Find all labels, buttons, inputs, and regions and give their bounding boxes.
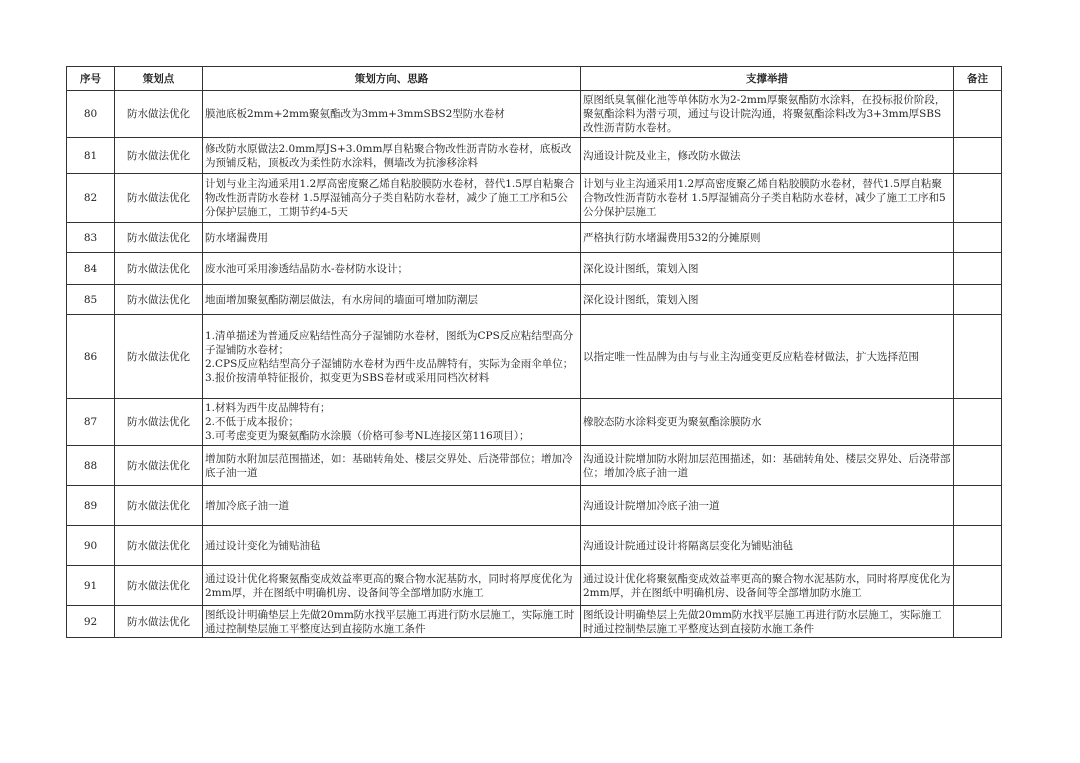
row-planning-point: 防水做法优化 xyxy=(115,315,203,399)
row-number: 80 xyxy=(67,91,115,138)
row-number: 86 xyxy=(67,315,115,399)
table-row xyxy=(67,223,1002,253)
row-remark xyxy=(954,399,1002,446)
row-number: 89 xyxy=(67,486,115,526)
row-planning-point: 防水做法优化 xyxy=(115,285,203,315)
row-measures: 橡胶态防水涂料变更为聚氨酯涂膜防水 xyxy=(581,399,954,446)
table-row xyxy=(67,174,1002,223)
row-number: 83 xyxy=(67,223,115,253)
row-direction: 图纸设计明确垫层上先做20mm防水找平层施工再进行防水层施工，实际施工时通过控制垫层施工平整度达到直接防水施工条件 xyxy=(203,606,581,638)
row-measures: 严格执行防水堵漏费用532的分摊原则 xyxy=(581,223,954,253)
row-planning-point: 防水做法优化 xyxy=(115,486,203,526)
row-planning-point: 防水做法优化 xyxy=(115,91,203,138)
row-number: 88 xyxy=(67,446,115,486)
row-number: 91 xyxy=(67,566,115,606)
row-number: 87 xyxy=(67,399,115,446)
row-direction: 地面增加聚氨酯防潮层做法，有水房间的墙面可增加防潮层 xyxy=(203,285,581,315)
row-direction: 膜池底板2mm+2mm聚氨酯改为3mm+3mmSBS2型防水卷材 xyxy=(203,91,581,138)
row-direction: 增加防水附加层范围描述，如：基础转角处、楼层交界处、后浇带部位；增加冷底子油一道 xyxy=(203,446,581,486)
table-row xyxy=(67,253,1002,285)
row-remark xyxy=(954,138,1002,174)
row-number: 92 xyxy=(67,606,115,638)
row-planning-point: 防水做法优化 xyxy=(115,253,203,285)
header-remark: 备注 xyxy=(954,67,1002,91)
row-measures: 通过设计优化将聚氨酯变成效益率更高的聚合物水泥基防水，同时将厚度优化为2mm厚，并在图纸中明确机房、设备间等全部增加防水施工 xyxy=(581,566,954,606)
row-direction: 防水堵漏费用 xyxy=(203,223,581,253)
table-row xyxy=(67,91,1002,138)
row-measures: 以指定唯一性品牌为由与与业主沟通变更反应粘卷材做法，扩大选择范围 xyxy=(581,315,954,399)
row-direction: 1.材料为西牛皮品牌特有； 2.不低于成本报价； 3.可考虑变更为聚氨酯防水涂膜（价格可参考NL连接区第116项目）； xyxy=(203,399,581,446)
row-direction: 废水池可采用渗透结晶防水-卷材防水设计； xyxy=(203,253,581,285)
row-direction: 修改防水原做法2.0mm厚JS+3.0mm厚自粘聚合物改性沥青防水卷材，底板改为预铺反粘，顶板改为柔性防水涂料，侧墙改为抗渗移涂料 xyxy=(203,138,581,174)
row-direction: 增加冷底子油一道 xyxy=(203,486,581,526)
row-measures: 深化设计图纸，策划入图 xyxy=(581,285,954,315)
header-point: 策划点 xyxy=(115,67,203,91)
row-number: 82 xyxy=(67,174,115,223)
table-row xyxy=(67,606,1002,638)
measures-table xyxy=(66,66,1002,638)
row-remark xyxy=(954,486,1002,526)
row-number: 90 xyxy=(67,526,115,566)
header-row xyxy=(67,67,1002,91)
row-planning-point: 防水做法优化 xyxy=(115,606,203,638)
row-number: 81 xyxy=(67,138,115,174)
row-remark xyxy=(954,91,1002,138)
row-direction: 计划与业主沟通采用1.2厚高密度聚乙烯自粘胶膜防水卷材，替代1.5厚自粘聚合物改性沥青防水卷材 1.5厚湿铺高分子类自粘防水卷材，减少了施工工序和5公分保护层施工，工期节约4-5天 xyxy=(203,174,581,223)
row-measures: 计划与业主沟通采用1.2厚高密度聚乙烯自粘胶膜防水卷材，替代1.5厚自粘聚合物改性沥青防水卷材 1.5厚湿铺高分子类自粘防水卷材，减少了施工工序和5公分保护层施工 xyxy=(581,174,954,223)
row-number: 84 xyxy=(67,253,115,285)
row-remark xyxy=(954,526,1002,566)
table-row xyxy=(67,526,1002,566)
table-row xyxy=(67,285,1002,315)
row-measures: 原图纸臭氧催化池等单体防水为2-2mm厚聚氨酯防水涂料，在投标报价阶段，聚氨酯涂料为潜亏项，通过与设计院沟通，将聚氨酯涂料改为3+3mm厚SBS改性沥青防水卷材。 xyxy=(581,91,954,138)
header-direction: 策划方向、思路 xyxy=(203,67,581,91)
row-remark xyxy=(954,566,1002,606)
row-remark xyxy=(954,315,1002,399)
table-row xyxy=(67,566,1002,606)
row-measures: 沟通设计院及业主，修改防水做法 xyxy=(581,138,954,174)
row-planning-point: 防水做法优化 xyxy=(115,138,203,174)
row-measures: 深化设计图纸，策划入图 xyxy=(581,253,954,285)
row-planning-point: 防水做法优化 xyxy=(115,526,203,566)
row-measures: 沟通设计院通过设计将隔离层变化为铺贴油毡 xyxy=(581,526,954,566)
row-remark xyxy=(954,174,1002,223)
row-planning-point: 防水做法优化 xyxy=(115,446,203,486)
table-row xyxy=(67,399,1002,446)
row-planning-point: 防水做法优化 xyxy=(115,566,203,606)
header-measures: 支撑举措 xyxy=(581,67,954,91)
table-row xyxy=(67,315,1002,399)
row-measures: 沟通设计院增加防水附加层范围描述，如：基础转角处、楼层交界处、后浇带部位；增加冷底子油一道 xyxy=(581,446,954,486)
row-remark xyxy=(954,606,1002,638)
row-planning-point: 防水做法优化 xyxy=(115,174,203,223)
row-direction: 通过设计优化将聚氨酯变成效益率更高的聚合物水泥基防水，同时将厚度优化为2mm厚，并在图纸中明确机房、设备间等全部增加防水施工 xyxy=(203,566,581,606)
row-remark xyxy=(954,446,1002,486)
table-row xyxy=(67,446,1002,486)
row-planning-point: 防水做法优化 xyxy=(115,223,203,253)
row-direction: 1.清单描述为普通反应粘结性高分子湿铺防水卷材，图纸为CPS反应粘结型高分子湿铺防水卷材； 2.CPS反应粘结型高分子湿铺防水卷材为西牛皮品牌特有，实际为金雨伞单位； 3.报价按清单特征报价，拟变更为SBS卷材或采用同档次材料 xyxy=(203,315,581,399)
table-row xyxy=(67,138,1002,174)
row-remark xyxy=(954,253,1002,285)
row-number: 85 xyxy=(67,285,115,315)
table-row xyxy=(67,486,1002,526)
row-remark xyxy=(954,223,1002,253)
row-measures: 沟通设计院增加冷底子油一道 xyxy=(581,486,954,526)
row-planning-point: 防水做法优化 xyxy=(115,399,203,446)
row-measures: 图纸设计明确垫层上先做20mm防水找平层施工再进行防水层施工，实际施工时通过控制垫层施工平整度达到直接防水施工条件 xyxy=(581,606,954,638)
header-no: 序号 xyxy=(67,67,115,91)
row-remark xyxy=(954,285,1002,315)
row-direction: 通过设计变化为铺贴油毡 xyxy=(203,526,581,566)
